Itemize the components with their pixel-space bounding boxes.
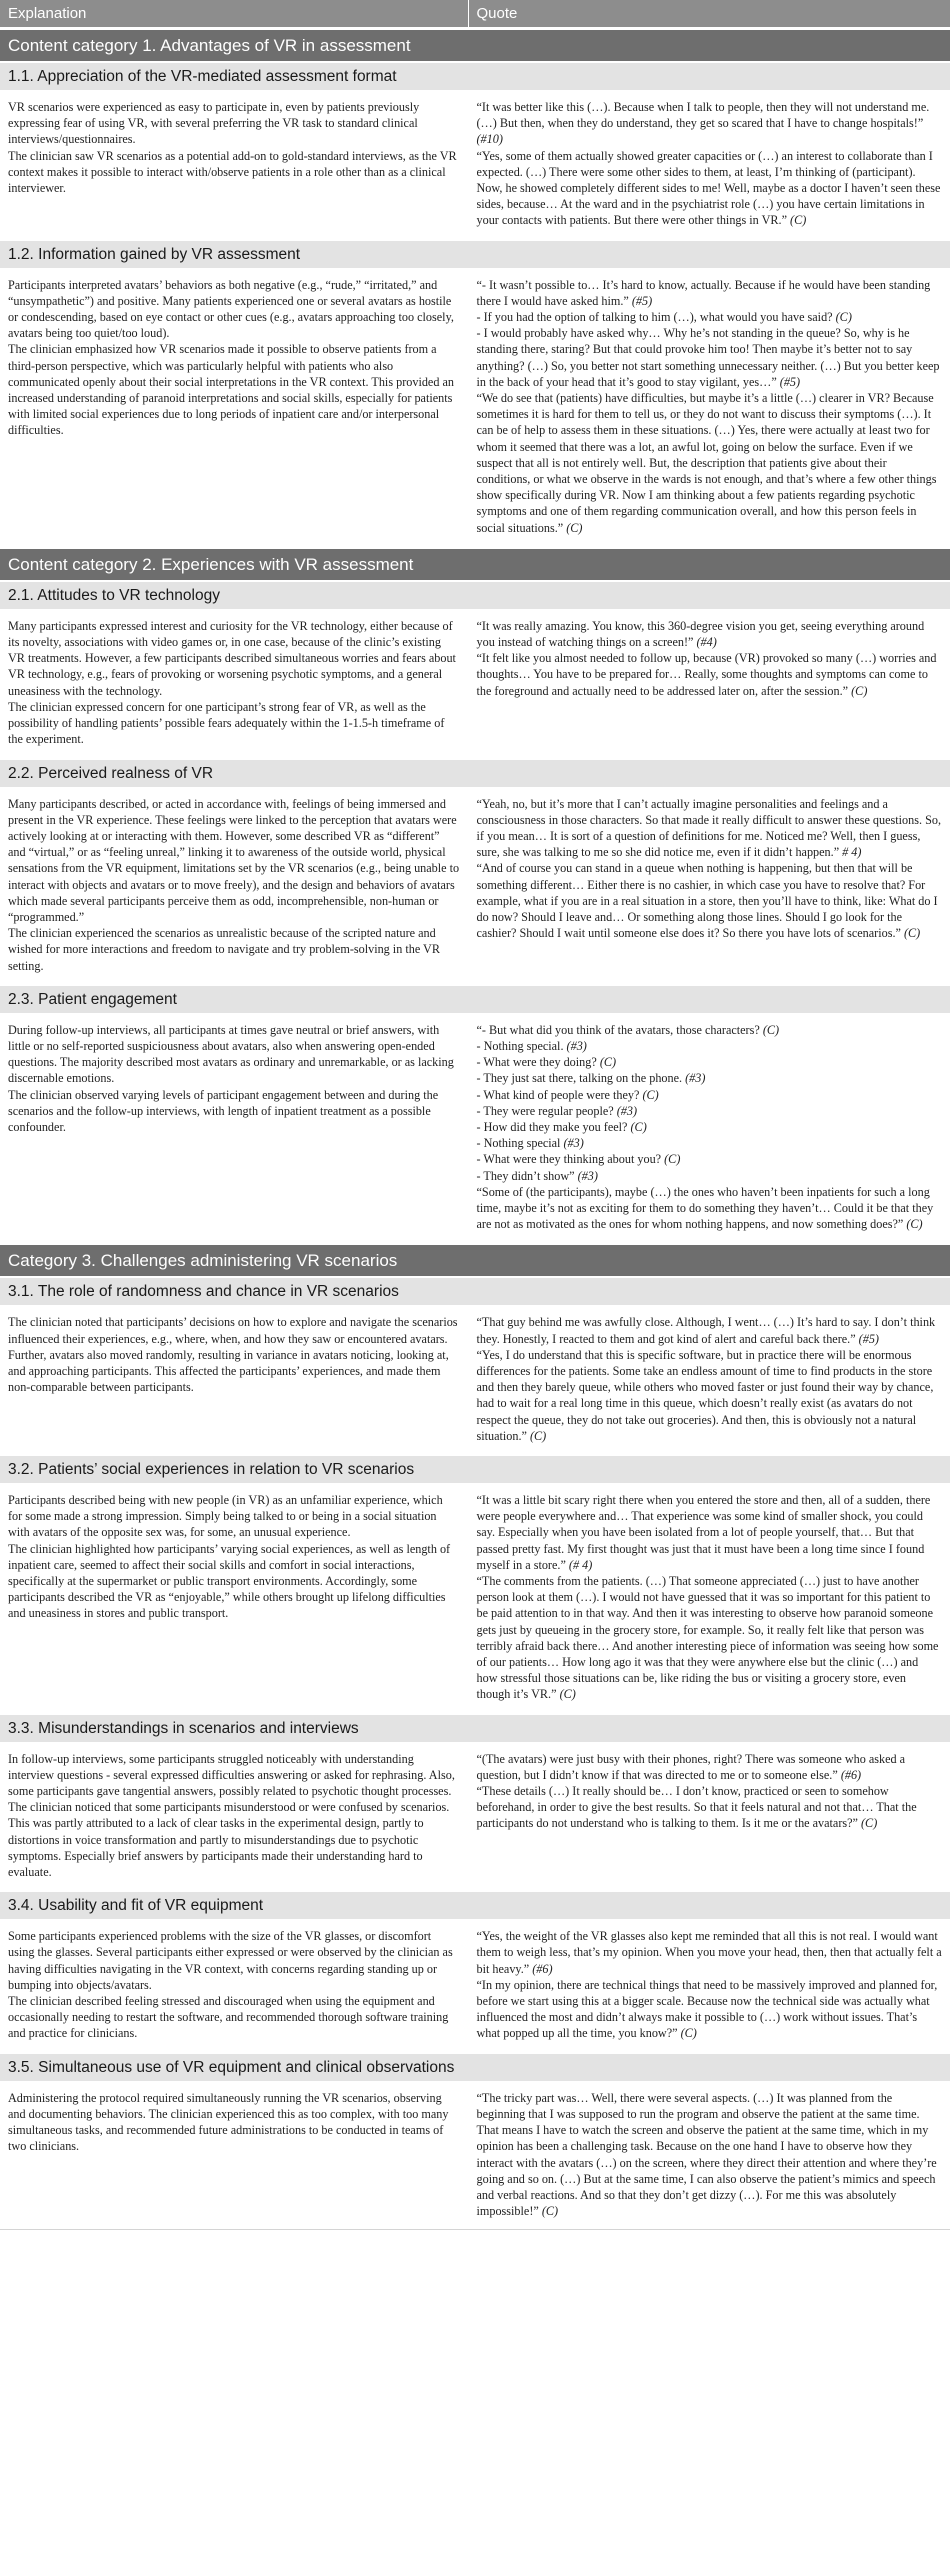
quote-cell: [468, 787, 950, 985]
explanation-paragraph: The clinician noticed that some participants misunderstood or were confused by scenarios. This was partly attributed to a lack of clear tasks in the experimental design, partly to distortions in voice transformation and partly to misunderstandings due to psychotic symptoms. Especially brief answers by participants made their understanding hard to evaluate.: [8, 1800, 450, 1880]
explanation-paragraph: Participants described being with new people (in VR) as an unfamiliar experience, which for some made a strong impression. Simply being talked to or being in a social situation with avatars of the opposite sex was, for some, an unusual experience.: [8, 1493, 443, 1540]
quote-text: - If you had the option of talking to him (…), what would you have said?: [476, 310, 833, 325]
explanation-paragraph: The clinician experienced the scenarios as unrealistic because of the scripted nature and wished for more interactions and freedom to navigate and try problem-solving in the VR setting.: [8, 926, 440, 973]
quote-text: “- It wasn’t possible to… It’s hard to know, actually. Because if he would have been standing there I would have asked him.”: [476, 277, 931, 308]
quote-cell: [468, 90, 950, 240]
subsection-title: 2.2. Perceived realness of VR: [0, 759, 950, 787]
quote-line: [477, 1492, 943, 1573]
explanation-cell: [0, 1305, 468, 1455]
quote-line: [477, 1151, 943, 1167]
subsection-row: [0, 985, 950, 1013]
quote-source: (#6): [840, 1767, 862, 1782]
quote-text: “Yes, the weight of the VR glasses also kept me reminded that all this is not real. I would want them to weigh less, that’s my opinion. When you move your head, then, then that actually felt a bit heavy.”: [476, 1929, 942, 1976]
quote-source: (C): [566, 520, 583, 535]
content-row: [0, 609, 950, 759]
quote-text: - They didn’t show”: [476, 1168, 575, 1183]
quote-cell: [468, 1013, 950, 1244]
quote-source: # 4): [842, 845, 862, 860]
quote-source: (#3): [685, 1071, 706, 1086]
quote-text: - How did they make you feel?: [476, 1119, 628, 1134]
subsection-row: [0, 1455, 950, 1483]
quote-line: [477, 1347, 943, 1444]
quote-source: (#3): [577, 1168, 598, 1183]
quote-line: [477, 1977, 943, 2042]
quote-text: - Nothing special: [476, 1136, 561, 1151]
quote-line: [477, 650, 943, 699]
content-row: [0, 1919, 950, 2052]
quote-source: (C): [599, 1055, 617, 1070]
quote-line: [477, 1783, 943, 1832]
subsection-title: 3.3. Misunderstandings in scenarios and interviews: [0, 1714, 950, 1742]
quote-line: [477, 1751, 943, 1783]
explanation-cell: [0, 90, 468, 240]
subsection-row: [0, 581, 950, 609]
explanation-paragraph: The clinician observed varying levels of participant engagement between and during the scenarios and the follow-up interviews, with length of inpatient treatment as a possible confounder.: [8, 1087, 439, 1134]
content-row: [0, 1305, 950, 1455]
quote-line: [477, 1070, 943, 1086]
explanation-cell: [0, 1919, 468, 2052]
quote-text: “It was a little bit scary right there when you entered the store and then, all of a sudden, there were people everywhere and… That experience was some kind of smaller shock, you could say. Especially when you have been isolated from a lot of people yourself, that… But that passed pretty fast. My first thought was just that it must have been a long time since I found myself in a store.”: [476, 1493, 931, 1572]
explanation-paragraph: The clinician emphasized how VR scenarios made it possible to observe patients from a third-person perspective, which was particularly helpful with patients who also communicated openly about their social interpretations in the VR context. This provided an increased understanding of paranoid interpretations and social skills, especially for patients with limited social experiences due to long periods of inpatient care and/or interpersonal difficulties.: [8, 342, 454, 438]
quote-source: (# 4): [568, 1557, 593, 1572]
quote-text: “Yeah, no, but it’s more that I can’t actually imagine personalities and feelings and a consciousness in those characters. So that made it really difficult to answer these questions. So, if you mean… It is sort of a question of definitions for me. Noticed me? Well, then I guess, sure, she was talking to me so she did notice me, even if it didn’t happen.”: [476, 796, 941, 860]
subsection-title: 1.2. Information gained by VR assessment: [0, 240, 950, 268]
quote-source: (C): [906, 1217, 923, 1232]
explanation-paragraph: The clinician expressed concern for one participant’s strong fear of VR, as well as the possibility of handling patients’ possible fears adequately within the 1-1.5-h timeframe of the experiment.: [8, 699, 445, 747]
subsection-row: [0, 1714, 950, 1742]
quote-text: - What were they thinking about you?: [476, 1152, 662, 1167]
subsection-row: [0, 759, 950, 787]
quote-line: [477, 2090, 943, 2220]
quote-text: “(The avatars) were just busy with their phones, right? There was someone who asked a question, but I didn’t know if that was directed to me or to someone else.”: [476, 1751, 906, 1782]
category-row: [0, 29, 950, 63]
quote-text: - Nothing special.: [476, 1038, 564, 1053]
quote-source: (C): [680, 2026, 697, 2041]
quote-line: [477, 325, 943, 390]
subsection-title: 3.1. The role of randomness and chance in VR scenarios: [0, 1277, 950, 1305]
quote-source: (C): [529, 1428, 547, 1443]
content-row: [0, 787, 950, 985]
explanation-paragraph: The clinician saw VR scenarios as a potential add-on to gold-standard interviews, as the VR context makes it possible to interact with/observe patients in a role other than as a clinical interviewer.: [8, 148, 457, 196]
subsection-title: 2.1. Attitudes to VR technology: [0, 581, 950, 609]
explanation-cell: [0, 787, 468, 985]
quote-source: (#3): [616, 1103, 638, 1118]
quote-text: - They just sat there, talking on the phone.: [476, 1071, 683, 1086]
subsection-row: [0, 1891, 950, 1919]
content-row: [0, 2081, 950, 2230]
quote-cell: [468, 609, 950, 759]
quote-text: “- But what did you think of the avatars, those characters?: [476, 1022, 760, 1037]
quote-line: [477, 1103, 943, 1119]
subsection-title: 2.3. Patient engagement: [0, 985, 950, 1013]
quote-source: (C): [903, 926, 921, 941]
category-title: Category 3. Challenges administering VR scenarios: [0, 1244, 950, 1278]
quote-source: (#3): [563, 1136, 584, 1151]
quote-line: [477, 1038, 943, 1054]
subsection-row: [0, 240, 950, 268]
explanation-paragraph: Many participants described, or acted in accordance with, feelings of being immersed and present in the VR experience. These feelings were linked to the perception that avatars were actively looking at or interacting with them. However, some described VR as “different” and “virtual,” or as “feeling unreal,” linking it to awareness of the outside world, physical sensations from the VR equipment, limitations set by the VR scenarios (e.g., being unable to interact with objects and avatars or to move freely), and the design and behaviors of avatars which made several participants perceive them as odd, incomprehensible, non-human or “programmed.”: [8, 796, 460, 924]
quote-line: [477, 618, 943, 650]
quote-source: (C): [835, 310, 852, 325]
category-row: [0, 1244, 950, 1278]
explanation-paragraph: Participants interpreted avatars’ behaviors as both negative (e.g., “rude,” “irritated,” and “unsympathetic”) and positive. Many patients experienced one or several avatars as hostile or condescending, based on eye contact or other cues (e.g., avatars approaching too closely, avatars being too quiet/too loud).: [8, 277, 454, 341]
explanation-cell: [0, 268, 468, 548]
quote-text: “It was better like this (…). Because when I talk to people, then they will not understand me. (…) But then, when they do understand, they get so scared that I have to change hospitals!”: [476, 100, 930, 131]
quote-cell: [468, 1305, 950, 1455]
quote-cell: [468, 1919, 950, 2052]
quote-line: [477, 390, 943, 536]
explanation-paragraph: The clinician noted that participants’ decisions on how to explore and navigate the scenarios influenced their experiences, e.g., where, when, and how they saw or encountered avatars. Further, avatars also moved randomly, resulting in variance in avatars noticing, looking at, and approaching participants. This affected the participants’ experiences, and made them non-comparable between participants.: [8, 1315, 458, 1395]
content-row: [0, 1013, 950, 1244]
quote-line: [477, 1087, 943, 1103]
quote-source: (#6): [532, 1961, 553, 1976]
quote-line: [477, 796, 943, 861]
explanation-paragraph: The clinician highlighted how participants’ varying social experiences, as well as length of inpatient care, seemed to affect their social skills and comfort in social interactions, specifically at the supermarket or public transport environments. Accordingly, some participants described the VR as “enjoyable,” while others brought up lifelong difficulties and uneasiness in stores and public transport.: [8, 1541, 451, 1621]
quote-source: (#5): [631, 293, 653, 308]
quote-cell: [468, 1483, 950, 1714]
explanation-cell: [0, 1013, 468, 1244]
explanation-paragraph: VR scenarios were experienced as easy to participate in, even by patients previously expressing fear of using VR, with several preferring the VR task to standard clinical interviews/questionnaires.: [8, 100, 420, 147]
quote-source: (#3): [566, 1038, 587, 1053]
quote-text: “Yes, some of them actually showed greater capacities or (…) an interest to collaborate than I expected. (…) There were some other sides to them, at least, I’m thinking of (participant). Now, he showed completely different sides to me! Well, maybe as a doctor I haven’t seen these sides, because… At the ward and in the psychiatrist role (…) you have certain limitations in your contacts with patients. But there were other things in VR.”: [476, 148, 941, 228]
quote-source: (C): [664, 1152, 681, 1167]
explanation-cell: [0, 609, 468, 759]
quote-text: “And of course you can stand in a queue when nothing is happening, but then that will be something different… Either there is no cashier, in which case you have to resolve that? For example, what if you are in a real situation in a store, then you’ll have to think, like: What do I do now? Should I leave and… Or something along those lines. Should I go look for the cashier? Should I wait until someone else does it? So there you have lots of scenarios.”: [476, 861, 938, 941]
quote-text: “The tricky part was… Well, there were several aspects. (…) It was planned from the beginning that I was supposed to run the program and observe the patient at the same time. That means I have to watch the screen and observe the patient at the same time, which in my opinion has been a challenging task. Because on the one hand I have to observe how they interact with the avatars (…) on the screen, where they direct their attention and where they’re going and so on. (…) But at the same time, I can also observe the patient’s mimics and speech and verbal reactions. And so that they don’t get dizzy (…). For me this was absolutely impossible!”: [476, 2090, 937, 2219]
quote-column-header: Quote: [468, 0, 950, 29]
quote-source: (C): [541, 2204, 559, 2219]
content-row: [0, 268, 950, 548]
subsection-row: [0, 1277, 950, 1305]
quote-source: (C): [790, 213, 807, 228]
quote-line: [477, 1928, 943, 1977]
quote-line: [477, 1054, 943, 1070]
quote-source: (#10): [476, 132, 503, 147]
category-title: Content category 2. Experiences with VR assessment: [0, 547, 950, 581]
quote-cell: [468, 268, 950, 548]
subsection-title: 3.4. Usability and fit of VR equipment: [0, 1891, 950, 1919]
explanation-paragraph: During follow-up interviews, all participants at times gave neutral or brief answers, with little or no self-reported suspiciousness about avatars, also when answering open-ended questions. The majority described most avatars as ordinary and unremarkable, or as lacking discernable emotions.: [8, 1022, 454, 1086]
quote-source: (C): [861, 1816, 878, 1831]
category-title: Content category 1. Advantages of VR in assessment: [0, 29, 950, 63]
quote-source: (#4): [696, 635, 717, 650]
subsection-row: [0, 62, 950, 90]
quote-text: “That guy behind me was awfully close. Although, I went… (…) It’s hard to say. I don’t think they. Honestly, I reacted to them and got kind of alert and careful back there.”: [476, 1315, 936, 1346]
content-row: [0, 1483, 950, 1714]
quote-text: - What kind of people were they?: [476, 1087, 640, 1102]
quote-line: [477, 309, 943, 325]
quote-source: (C): [762, 1022, 780, 1037]
explanation-paragraph: Many participants expressed interest and curiosity for the VR technology, either because of its novelty, associations with video games or, in one case, because of the clinic’s existing VR treatments. However, a few participants described simultaneous worries and fears about VR technology, e.g., fears of provoking or worsening psychotic symptoms, and a general uneasiness with the technology.: [8, 618, 456, 698]
quote-line: [477, 1314, 943, 1346]
quote-line: [477, 1022, 943, 1038]
explanation-cell: [0, 2081, 468, 2230]
quote-line: [477, 1573, 943, 1703]
subsection-title: 3.2. Patients’ social experiences in relation to VR scenarios: [0, 1455, 950, 1483]
explanation-column-header: Explanation: [0, 0, 468, 29]
quote-line: [477, 1168, 943, 1184]
quote-line: [477, 99, 943, 148]
quote-source: (C): [630, 1119, 647, 1134]
quote-text: “It was really amazing. You know, this 360-degree vision you get, seeing everything around you instead of watching things on a screen!”: [476, 618, 925, 650]
quote-text: “In my opinion, there are technical things that need to be massively improved and planned for, before we start using this at a bigger scale. Because now the technical side was actually what influenced the most and didn’t always make it possible to (…) work without issues. That’s what popped up all the time, you know?”: [476, 1977, 938, 2041]
explanation-paragraph: Administering the protocol required simultaneously running the VR scenarios, observing and documenting behaviors. The clinician experienced this as too complex, with too many simultaneous tasks, and recommended future administrations to be conducted in teams of two clinicians.: [8, 2090, 449, 2154]
subsection-row: [0, 2053, 950, 2081]
quote-source: (#5): [858, 1331, 879, 1346]
quote-line: [477, 1184, 943, 1233]
quote-text: - What were they doing?: [476, 1055, 597, 1070]
quote-text: “Some of (the participants), maybe (…) the ones who haven’t been inpatients for such a long time, maybe it’s not as exciting for them to do something they haven’t… Could it be that they are not as motivated as the ones for whom nothing happens, and now something does?”: [476, 1184, 934, 1232]
explanation-cell: [0, 1742, 468, 1892]
quote-source: (C): [642, 1087, 659, 1102]
content-row: [0, 1742, 950, 1892]
explanation-cell: [0, 1483, 468, 1714]
quote-source: (C): [559, 1687, 576, 1702]
quote-line: [477, 1119, 943, 1135]
quote-line: [477, 860, 943, 941]
quote-line: [477, 277, 943, 309]
explanation-paragraph: Some participants experienced problems with the size of the VR glasses, or discomfort using the glasses. Several participants either expressed or were observed by the clinician as having difficulties navigating in the VR context, with concerns regarding standing up or bumping into objects/avatars.: [8, 1929, 453, 1992]
explanation-paragraph: The clinician described feeling stressed and discouraged when using the equipment and occasionally needing to restart the software, and recommended thorough software training and practice for clinicians.: [8, 1994, 449, 2041]
quote-text: “It felt like you almost needed to follow up, because (VR) provoked so many (…) worries and thoughts… You have to be prepared for… Really, some thoughts and symptoms can come to the foreground and actually need to be addressed later on, after the session.”: [476, 651, 937, 698]
quote-cell: [468, 1742, 950, 1892]
explanation-paragraph: In follow-up interviews, some participants struggled noticeably with understanding interview questions - several expressed difficulties answering or asked for rephrasing. Also, some participants gave tangential answers, possibly related to psychotic thought processes.: [8, 1751, 455, 1799]
content-row: [0, 90, 950, 240]
quote-text: “These details (…) It really should be… I don’t know, practiced or seen to somehow beforehand, in order to give the best results. So that it feels natural and not that… That the participants do not understand who is talking to them. Is it me or the avatars?”: [476, 1784, 917, 1831]
quote-line: [477, 148, 943, 229]
quote-cell: [468, 2081, 950, 2230]
quote-text: - They were regular people?: [476, 1103, 614, 1118]
quote-source: (#5): [779, 374, 801, 389]
quote-text: “Yes, I do understand that this is specific software, but in practice there will be enormous differences for the patients. Some take an endless amount of time to find products in the store and then they barely queue, while others who moved faster or just found their way by chance, had to wait for a real long time in this queue, which doesn’t really exist (as avatars do not respect the queue, they do not take out groceries). And then, this is obviously not a natural situation.”: [476, 1347, 934, 1443]
subsection-title: 3.5. Simultaneous use of VR equipment and clinical observations: [0, 2053, 950, 2081]
quote-text: “The comments from the patients. (…) That someone appreciated (…) just to have another person look at them (…). I would not have guessed that it was so important for this patient to be paid attention to in that way. And then it was interesting to observe how paranoid someone gets just by queueing in the grocery store, for example. So, it really felt like that person was terribly afraid back there… And another interesting piece of information was seeing how some of our patients… How long ago it was that they were anywhere else but the clinic (…) and how stressful those situations can be, like riding the bus or visiting a grocery store, even though it’s VR.”: [476, 1574, 939, 1702]
subsection-title: 1.1. Appreciation of the VR-mediated assessment format: [0, 62, 950, 90]
quote-text: “We do see that (patients) have difficulties, but maybe it’s a little (…) clearer in VR? Because sometimes it is hard for them to tell us, or they do not want to discuss their symptoms (…). It can be of help to assess them in these situations. (…) Yes, there were actually at least two for whom it seemed that there was a lot, an awful lot, going on below the surface. Even if we suspect that all is not entirely well. But, the description that patients give about their conditions, or what we observe in the wards is not enough, and that’s where a few other things show specifically during VR. Now I am thinking about a few patients regarding psychotic symptoms and one of them regarding communication overall, and how this person feels in social situations.”: [476, 391, 937, 535]
quote-source: (C): [851, 683, 868, 698]
table-header: [0, 0, 950, 29]
quote-text: - I would probably have asked why… Why he’s not standing in the queue? So, why is he standing there, staring? But that could provoke him too! Then maybe it’s better not to say anything? (…) So, you better not start something unnecessary neither. (…) But you better keep in the back of your head that it’s good to stay vigilant, yes…”: [476, 326, 940, 389]
category-row: [0, 547, 950, 581]
quote-line: [477, 1135, 943, 1151]
